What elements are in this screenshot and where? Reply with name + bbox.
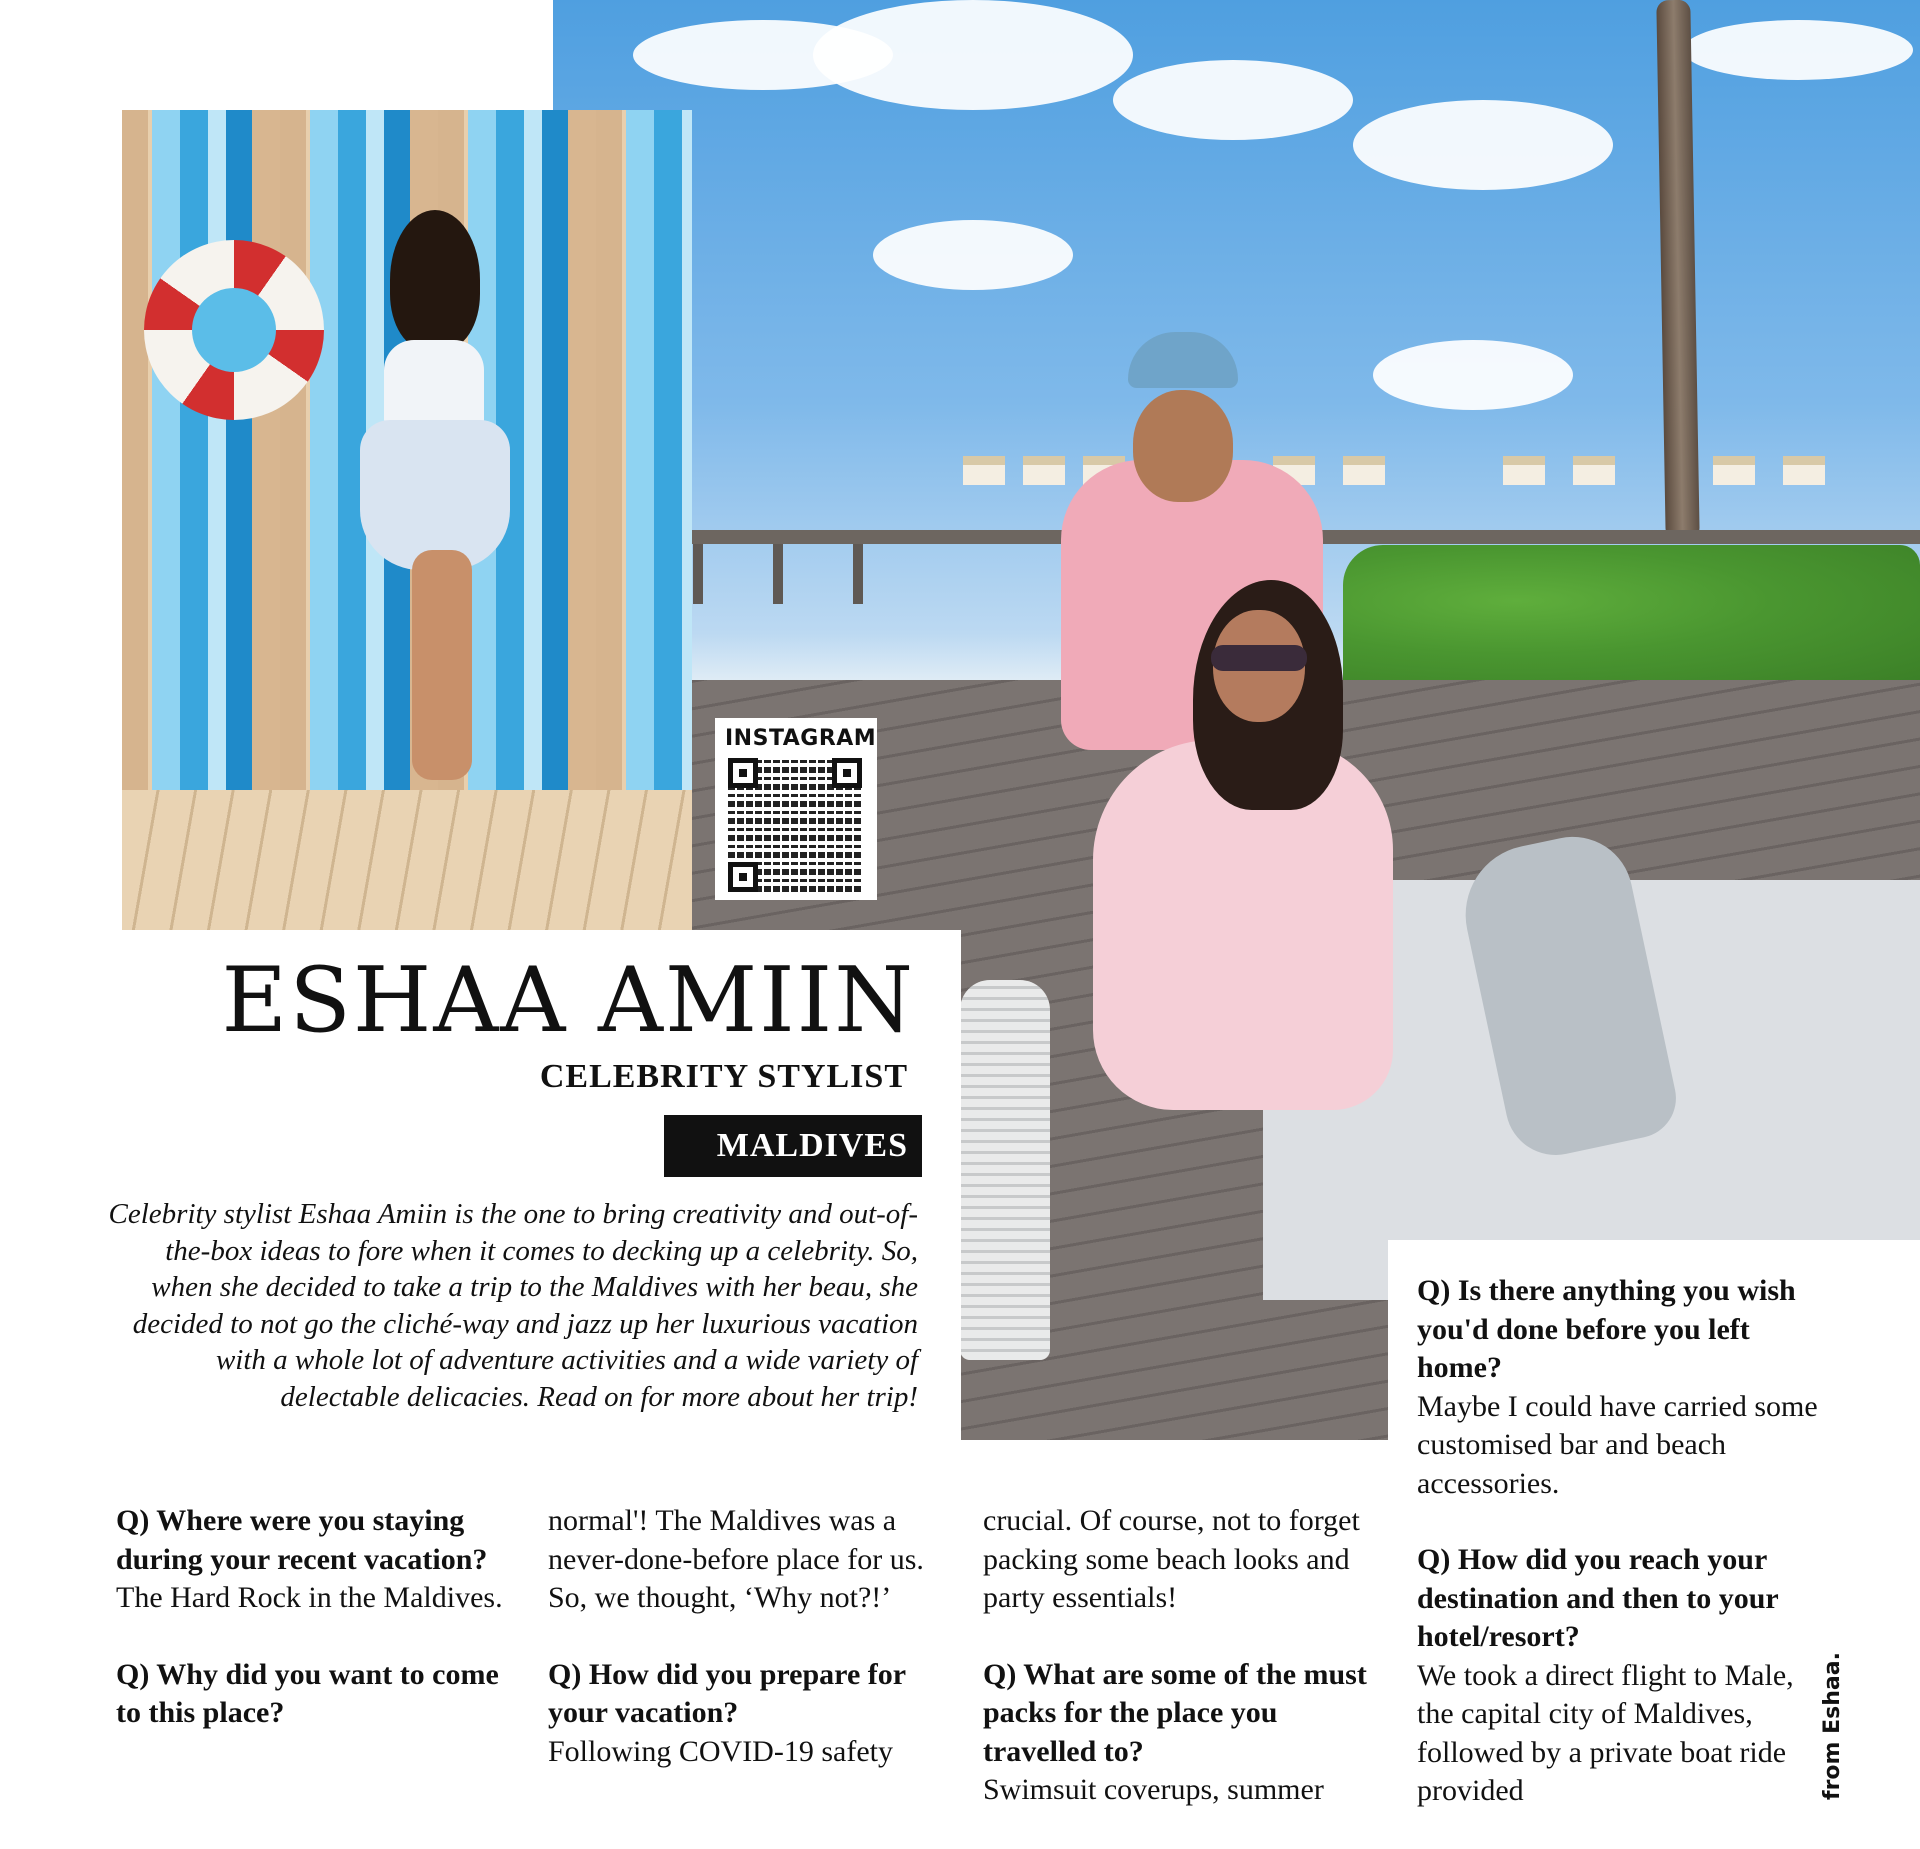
qa-item <box>983 1656 1393 1810</box>
qa-item <box>548 1502 958 1618</box>
question: Q) Where were you staying during your recent vacation? <box>116 1504 488 1576</box>
answer: Swimsuit coverups, summer <box>983 1773 1324 1806</box>
cloud <box>1373 340 1573 410</box>
qa-item <box>983 1502 1393 1618</box>
answer: The Hard Rock in the Maldives. <box>116 1581 503 1614</box>
qa-item <box>116 1656 526 1733</box>
cloud <box>1353 100 1613 190</box>
water-villa <box>1783 456 1825 485</box>
lifebuoy-center <box>192 288 276 372</box>
water-villa <box>1573 456 1615 485</box>
man-face <box>1133 390 1233 502</box>
instagram-qr-block[interactable] <box>715 718 877 900</box>
answer: Following COVID-19 safety <box>548 1734 893 1768</box>
water-villa <box>1343 456 1385 485</box>
page-title: ESHAA AMIIN <box>221 948 915 1053</box>
qa-item <box>548 1656 958 1772</box>
qr-finder-pattern <box>728 758 758 788</box>
cloud <box>813 0 1133 110</box>
woman-ruffle-skirt <box>360 420 510 570</box>
green-hedge <box>1343 545 1920 685</box>
subtitle-role: CELEBRITY STYLIST <box>539 1058 908 1095</box>
photo-credit: from Eshaa. <box>1820 1652 1845 1800</box>
water-villa <box>1503 456 1545 485</box>
question: Q) How did you reach your destination and then to your hotel/resort? <box>1417 1543 1779 1653</box>
water-villa <box>1713 456 1755 485</box>
question: Q) What are some of the must packs for the place you travelled to? <box>983 1657 1367 1768</box>
woman-white-top <box>384 340 484 430</box>
answer: We took a direct flight to Male, the capital city of Maldives, followed by a private boat ride provided <box>1417 1658 1794 1807</box>
portrait-photo <box>122 110 692 930</box>
column-3 <box>983 1502 1393 1848</box>
answer-continued: crucial. Of course, not to forget packing some beach looks and party essentials! <box>983 1504 1360 1614</box>
water-villa <box>1023 456 1065 485</box>
instagram-label: INSTAGRAM <box>725 726 877 751</box>
water-villa <box>963 456 1005 485</box>
palm-tree-trunk <box>1656 0 1699 540</box>
wooden-floor <box>122 790 692 930</box>
qa-item <box>1417 1541 1827 1811</box>
column-2 <box>548 1502 958 1809</box>
sunglasses <box>1211 645 1307 671</box>
pier-post <box>853 544 863 604</box>
qr-finder-pattern <box>728 862 758 892</box>
rope-side-table <box>960 980 1050 1360</box>
pier-post <box>693 544 703 604</box>
answer: Maybe I could have carried some customised bar and beach accessories. <box>1417 1389 1818 1500</box>
qa-item <box>1417 1272 1827 1503</box>
qa-item <box>116 1502 526 1618</box>
column-1 <box>116 1502 526 1771</box>
location-badge: MALDIVES <box>664 1115 922 1177</box>
intro-paragraph: Celebrity stylist Eshaa Amiin is the one to bring creativity and out-of-the-box ideas to fore when it comes to decking up a celebrity. So, when she decided to take a trip to the Maldives with her beau, she decided to not go the cliché-way and jazz up her luxurious vacation with a whole lot of adventure activities and a wide variety of delectable delicacies. Read on for more about her trip! <box>108 1198 918 1413</box>
column-4 <box>1417 1272 1827 1849</box>
woman-legs <box>412 550 472 780</box>
man-cap <box>1128 332 1238 388</box>
question: Q) Why did you want to come to this place? <box>116 1657 499 1729</box>
answer-continued: normal'! The Maldives was a never-done-before place for us. So, we thought, ‘Why not?!’ <box>548 1504 924 1614</box>
cloud <box>1113 60 1353 140</box>
question: Q) Is there anything you wish you'd done before you left home? <box>1417 1274 1796 1384</box>
question: Q) How did you prepare for your vacation? <box>548 1657 906 1729</box>
cloud <box>873 220 1073 290</box>
pier-post <box>773 544 783 604</box>
qr-finder-pattern <box>832 758 862 788</box>
cloud <box>1683 20 1913 80</box>
qr-code[interactable] <box>728 758 862 892</box>
woman-hair <box>390 210 480 350</box>
